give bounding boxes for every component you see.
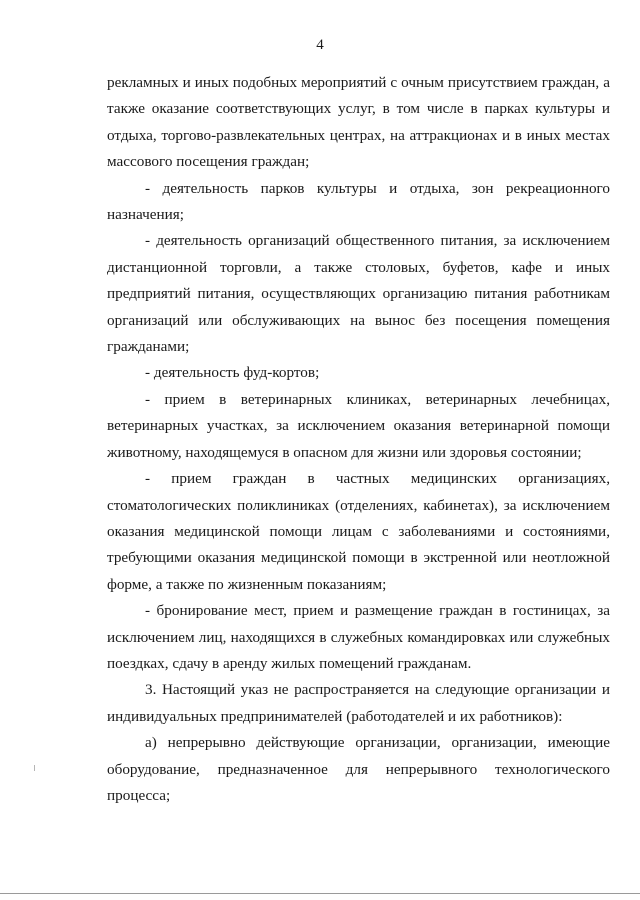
paragraph-parks: - деятельность парков культуры и отдыха, зон рекреационного назначения; (107, 179, 610, 224)
bottom-edge-rule (0, 893, 640, 894)
paragraph-medical: - прием граждан в частных медицинских организациях, стоматологических поликлиниках (отделениях, кабинетах), за исключением оказания медицинской помощи лицам с заболеваниями и состояниями, требующими оказания медицинской помощи в экстренной или неотложной форме, а также по жизненным показаниям; (107, 470, 610, 593)
paragraph-hotels: - бронирование мест, прием и размещение граждан в гостиницах, за исключением лиц, находящихся в служебных командировках или служебных поездках, сдачу в аренду жилых помещений гражданам. (107, 602, 610, 672)
document-body (107, 70, 610, 809)
paragraph-veterinary: - прием в ветеринарных клиниках, ветеринарных лечебницах, ветеринарных участках, за исключением оказания ветеринарной помощи животному, находящемуся в опасном для жизни или здоровья состоянии; (107, 390, 610, 461)
paragraph-catering: - деятельность организаций общественного питания, за исключением дистанционной торговли, а также столовых, буфетов, кафе и иных предприятий питания, осуществляющих организацию питания работникам организаций или обслуживающих на вынос без посещения помещения гражданами; (107, 232, 610, 356)
scan-mark (34, 765, 35, 771)
paragraph-clause-3a: а) непрерывно действующие организации, организации, имеющие оборудование, предназначенное для непрерывного технологического процесса; (107, 734, 610, 804)
paragraph-food-courts: - деятельность фуд-кортов; (145, 364, 320, 382)
paragraph-continuation: рекламных и иных подобных мероприятий с очным присутствием граждан, а также оказание соответствующих услуг, в том числе в парках культуры и отдыха, торгово-развлекательных центрах, на аттракционах и в иных местах массового посещения граждан; (107, 74, 610, 171)
paragraph-clause-3: 3. Настоящий указ не распространяется на следующие организации и индивидуальных предпринимателей (работодателей и их работников): (107, 681, 610, 725)
page-number: 4 (316, 37, 324, 53)
